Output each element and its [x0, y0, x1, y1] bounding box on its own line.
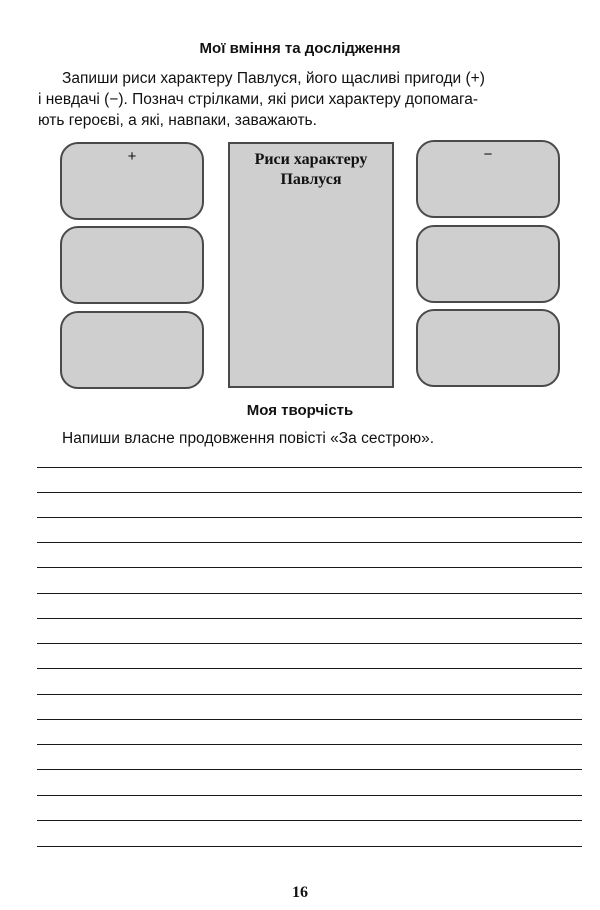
instruction-line: Запиши риси характеру Павлуся, його щасливі пригоди (+): [62, 70, 485, 87]
plus-box-2[interactable]: [60, 226, 204, 304]
center-title-line: Павлуся: [280, 171, 342, 188]
minus-box-1[interactable]: [416, 140, 560, 218]
minus-box-2[interactable]: [416, 225, 560, 303]
page-number: 16: [292, 884, 308, 901]
instruction-line: і невдачі (−). Познач стрілками, які риси характеру допомага-: [38, 91, 479, 108]
plus-label: +: [127, 148, 137, 165]
writing-line[interactable]: [37, 694, 582, 695]
creativity-instruction-text: Напиши власне продовження повісті «За сестрою».: [62, 430, 435, 447]
plus-box-3[interactable]: [60, 311, 204, 389]
plus-box-1[interactable]: [60, 142, 204, 220]
minus-label: −: [483, 146, 493, 163]
writing-line[interactable]: [37, 744, 582, 745]
writing-line[interactable]: [37, 719, 582, 720]
writing-line[interactable]: [37, 668, 582, 669]
writing-line[interactable]: [37, 542, 582, 543]
writing-line[interactable]: [37, 467, 582, 468]
writing-line[interactable]: [37, 643, 582, 644]
section-title-creativity: Моя творчість: [246, 402, 354, 419]
writing-line[interactable]: [37, 846, 582, 847]
minus-box-3[interactable]: [416, 309, 560, 387]
section-title-skills: Мої вміння та дослідження: [199, 40, 401, 57]
writing-line[interactable]: [37, 618, 582, 619]
writing-line[interactable]: [37, 567, 582, 568]
writing-line[interactable]: [37, 795, 582, 796]
instruction-line: ють героєві, а які, навпаки, заважають.: [38, 112, 317, 129]
center-title-line: Риси характеру: [254, 151, 368, 168]
writing-line[interactable]: [37, 517, 582, 518]
creativity-instruction: [62, 428, 600, 449]
writing-line[interactable]: [37, 593, 582, 594]
writing-line[interactable]: [37, 769, 582, 770]
writing-line[interactable]: [37, 492, 582, 493]
writing-line[interactable]: [37, 820, 582, 821]
instruction-paragraph: [38, 68, 586, 131]
center-traits-panel[interactable]: [228, 142, 394, 388]
